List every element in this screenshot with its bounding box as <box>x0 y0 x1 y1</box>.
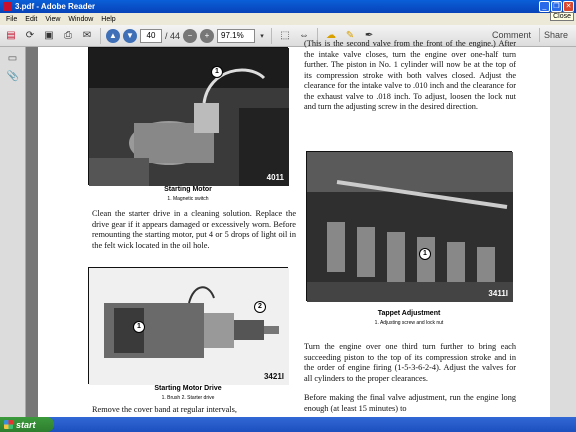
adobe-reader-icon <box>3 2 12 11</box>
menu-edit[interactable]: Edit <box>25 15 38 23</box>
zoom-input[interactable]: 97.1% <box>217 29 255 43</box>
attachments-icon[interactable]: 📎 <box>6 71 19 82</box>
paragraph: Turn the engine over one third turn further to bring each succeeding piston to the top of its compression stroke and in the order of engine firing (1-5-3-6-2-4). Adjust the valves for all cylinders to the proper clearances. <box>304 342 516 383</box>
fit-width-icon[interactable]: ⇔ <box>299 30 310 41</box>
callout-magnetic-switch: 1 <box>211 66 223 78</box>
page-total: / 44 <box>165 30 181 41</box>
figure-caption: Tappet Adjustment <box>377 310 441 317</box>
start-label: start <box>16 419 36 430</box>
paragraph: Before making the final valve adjustment, run the engine long enough (at least 15 minutes) to <box>304 393 516 413</box>
figure-caption: Starting Motor Drive <box>154 385 222 392</box>
figure-subcaption: 1. Brush 2. Starter drive <box>161 395 215 401</box>
save-icon[interactable]: ▣ <box>44 30 54 41</box>
zoom-dropdown-icon[interactable]: ▾ <box>260 32 264 40</box>
paragraph: Remove the cover band at regular intervals, <box>92 405 237 414</box>
menu-view[interactable]: View <box>45 15 61 23</box>
minimize-button[interactable]: _ <box>539 1 550 12</box>
right-scrollbar[interactable] <box>550 47 576 417</box>
figure-subcaption: 1. Magnetic switch <box>167 196 209 202</box>
navigation-panel <box>0 47 26 417</box>
starting-motor-photo <box>88 47 288 185</box>
callout-adjusting-screw: 1 <box>419 248 431 260</box>
comment-button[interactable]: Comment <box>491 30 531 40</box>
restore-button[interactable]: ❐ <box>551 1 562 12</box>
toolbar-divider <box>271 28 272 44</box>
menu-help[interactable]: Help <box>101 15 116 23</box>
close-tooltip: Close <box>550 12 574 21</box>
open-icon[interactable]: ⟳ <box>25 30 35 41</box>
title-bar <box>0 0 576 13</box>
create-pdf-icon[interactable]: ▤ <box>6 30 16 41</box>
tappet-adjustment-drawing <box>307 152 513 302</box>
fit-page-icon[interactable]: ⬚ <box>280 30 290 41</box>
sign-icon[interactable]: ✒ <box>364 30 374 41</box>
paragraph: Clean the starter drive in a cleaning solution. Replace the drive gear if it appears damaged or excessively worn. Before remounting the starting motor, put 4 or 5 drops of light oil in the felt wick located in the oil hole. <box>92 209 296 250</box>
previous-page-icon[interactable]: ▲ <box>106 29 120 43</box>
menu-file[interactable]: File <box>6 15 18 23</box>
window-title: 3.pdf - Adobe Reader <box>15 2 96 11</box>
start-button[interactable] <box>0 417 54 432</box>
menu-window[interactable]: Window <box>68 15 94 23</box>
share-button[interactable]: Share <box>539 28 572 42</box>
pdf-page <box>38 39 550 417</box>
highlight-icon[interactable]: ✎ <box>345 30 355 41</box>
zoom-in-icon[interactable]: + <box>200 29 214 43</box>
callout-brush: 1 <box>133 321 145 333</box>
starting-motor-drawing <box>89 48 289 186</box>
close-button[interactable]: ✕ <box>563 1 574 12</box>
page-thumbnails-icon[interactable]: ▭ <box>7 53 18 64</box>
next-page-icon[interactable]: ▼ <box>123 29 137 43</box>
starting-motor-drive-drawing <box>89 268 289 385</box>
menu-bar <box>0 13 576 25</box>
callout-starter-drive: 2 <box>254 301 266 313</box>
figure-caption: Starting Motor <box>164 186 212 193</box>
email-icon[interactable]: ✉ <box>82 30 92 41</box>
sticky-note-icon[interactable]: ☁ <box>326 30 337 41</box>
figure-code: 3421I <box>263 372 284 381</box>
zoom-out-icon[interactable]: − <box>183 29 197 43</box>
paragraph: (This is the second valve from the front of the engine.) After the intake valve closes, turn the engine over one-half turn further. The piston in No. 1 cylinder will now be at the top of its compression stroke with both valves closed. Adjust the clearance for the intake valve to .010 inch and the clearance for the exhaust valve to .018 inch. To adjust, loosen the lock nut and turn the adjusting screw in the desired direction. <box>304 39 516 111</box>
figure-code: 4011 <box>266 173 284 182</box>
figure-code: 3411I <box>488 289 508 298</box>
toolbar-divider <box>100 28 101 44</box>
document-view[interactable] <box>26 39 550 417</box>
starting-motor-drive-photo <box>88 267 288 384</box>
figure-subcaption: 1. Adjusting screw and lock nut <box>374 320 444 326</box>
windows-logo-icon <box>4 420 13 429</box>
tappet-adjustment-photo <box>306 151 512 301</box>
print-icon[interactable]: ⎙ <box>64 30 72 41</box>
taskbar <box>0 417 576 432</box>
page-number-input[interactable]: 40 <box>140 29 162 43</box>
